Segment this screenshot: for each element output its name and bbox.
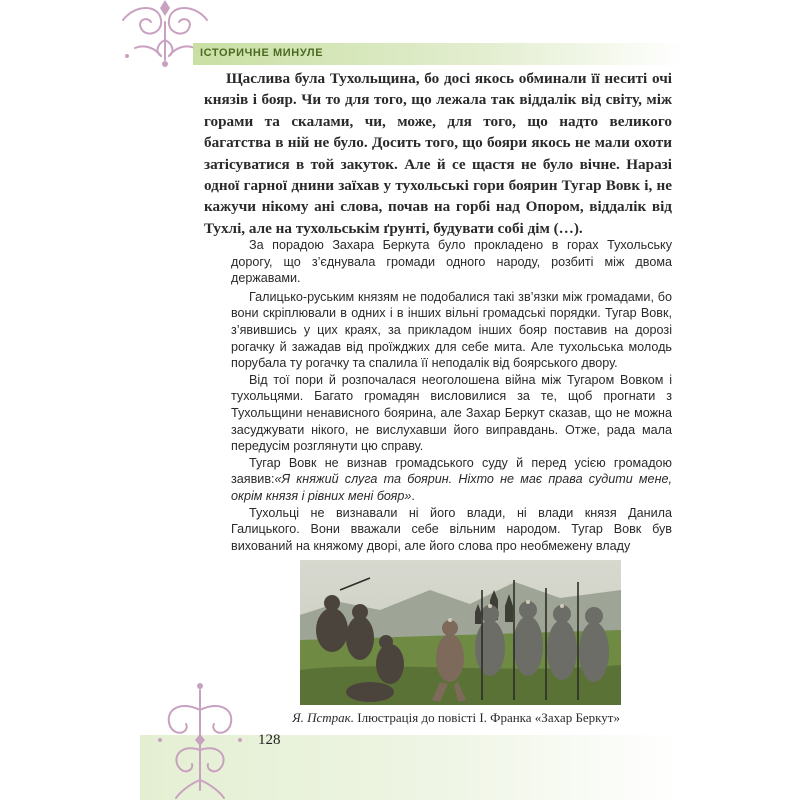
paragraph: Галицько-руським князям не подобалися такі зв’язки між громадами, бо вони скріплювали в одних і в інших вільні громадські порядки. Тугар Вовк, з’явившись у цих краях, за прикладом інших бояр поставив на дорозі рогачку й зажадав від проїжджих для себе мита. Але тухольська молодь порубала ту рогачку та спалила її неподалік від боярського двору. bbox=[231, 289, 672, 371]
paragraph: Тухольці не визнавали ні його влади, ні влади князя Данила Галицького. Вони вважали себе вільним народом. Тугар Вовк був вихований на княжому дворі, але його слова про необмежену владу bbox=[231, 505, 672, 553]
section-title: ІСТОРИЧНЕ МИНУЛЕ bbox=[200, 47, 324, 59]
paragraph: За порадою Захара Беркута було прокладено в горах Тухольську дорогу, що з’єднувала громади одного народу, розбиті між двома державами. bbox=[231, 238, 672, 286]
caption-text: Ілюстрація до повісті І. Франка «Захар Беркут» bbox=[354, 710, 620, 725]
paragraph-end: . bbox=[411, 488, 415, 503]
paragraph-text: Тугар Вовк не визнав громадського суду й перед усією громадою заявив: bbox=[231, 455, 672, 487]
paragraph bbox=[231, 455, 672, 505]
illustration-caption bbox=[200, 710, 620, 726]
page-number: 128 bbox=[258, 732, 281, 748]
caption-author: Я. Пстрак. bbox=[292, 710, 354, 725]
paragraph: Від тої пори й розпочалася неоголошена війна між Тугаром Вовком і тухольцями. Багато громадян висловилися за те, щоб прогнати з Тухольщини ненависного боярина, але Захар Беркут сказав, що не можна засуджувати нікого, не вислухавши його виправдань. Отже, рада мала передусім розглянути цю справу. bbox=[231, 372, 672, 454]
body-text bbox=[231, 237, 672, 554]
battle-illustration bbox=[300, 560, 621, 705]
floral-ornament-bottom bbox=[150, 680, 250, 800]
novel-excerpt: Щаслива була Тухольщина, бо досі якось обминали її неситі очі князів і бояр. Чи то для того, що лежала так віддалік від світу, між горами та скалами, чи, може, для того, що надто великого багатства в ній не було. Досить того, що бояри якось не мали охоти затісуватися в той закуток. Але й се щастя не було вічне. Наразі одної гарної днини заїхав у тухольські гори боярин Тугар Вовк і, не кажучи нікому ані слова, почав на горбі над Опором, віддалік від Тухлі, але на тухольськім ґрунті, будувати собі дім (…). bbox=[204, 70, 672, 237]
quoted-speech: «Я княжий слуга та боярин. Ніхто не має права судити мене, окрім князя і рівних мені бояр» bbox=[231, 472, 672, 503]
